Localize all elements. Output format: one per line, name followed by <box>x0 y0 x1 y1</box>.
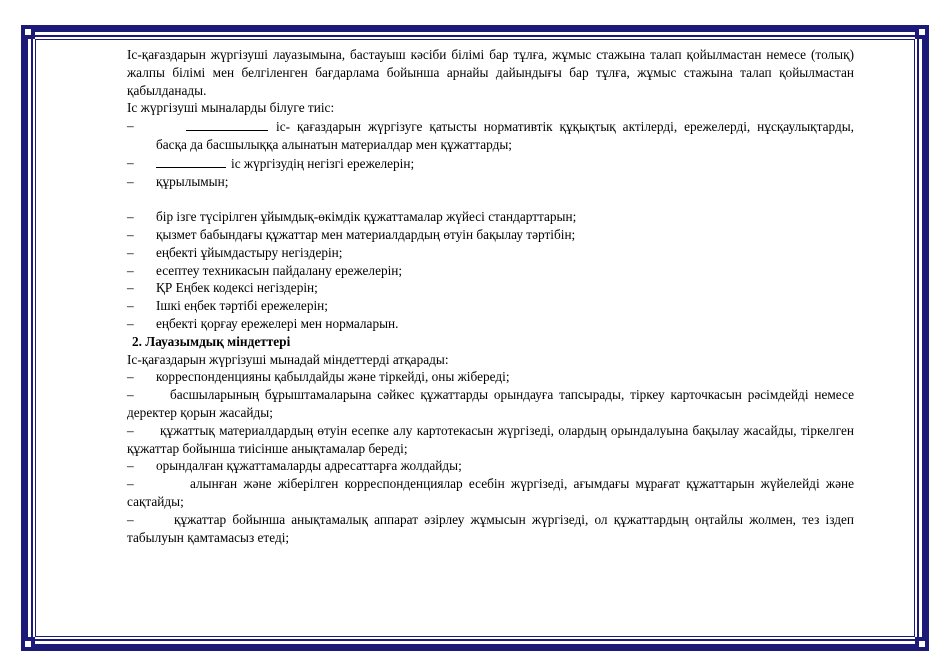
list-dash: – <box>127 369 134 385</box>
document-body <box>127 46 854 546</box>
duty-item <box>127 386 854 422</box>
duty-item <box>127 475 854 511</box>
duty-text: алынған және жіберілген корреспонденциялар есебін жүргізеді, ағымдағы мұрағат құжаттарын жүйелейді және сақтайды; <box>127 476 854 509</box>
blank-line <box>186 117 268 131</box>
list-dash: – <box>127 315 134 331</box>
list-item <box>127 262 854 280</box>
list-dash: – <box>127 173 134 189</box>
duty-item <box>127 511 854 547</box>
list-dash: – <box>127 476 134 492</box>
list-item <box>127 173 854 191</box>
list-dash: – <box>127 262 134 278</box>
list-item-text: іс- қағаздарын жүргізуге қатысты нормативтік құқықтық актілерді, ережелерді, нұсқаулықтарды, басқа да басшылыққа алынатын материалдар мен құжаттарды; <box>156 119 854 152</box>
duties-label: Іс-қағаздарын жүргізуші мынадай міндеттерді атқарады: <box>127 351 449 367</box>
list-item <box>127 279 854 297</box>
list-dash: – <box>127 280 134 296</box>
list-dash: – <box>127 226 134 242</box>
duty-item <box>127 457 854 475</box>
list-dash: – <box>127 387 134 403</box>
border-corner-top-right <box>915 25 929 39</box>
intro-paragraph: Іс-қағаздарын жүргізуші лауазымына, бастауыш кәсіби білімі бар тұлға, жұмыс стажына талап қойылмастан немесе (толық) жалпы білімі мен белгіленген бағдарлама бойынша арнайы дайындығы бар тұлға, жұмыс стажына талап қойылмастан қабылданады. <box>127 47 854 98</box>
list-item-text: есептеу техникасын пайдалану ережелерін; <box>156 262 403 278</box>
duty-text: басшыларының бұрыштамаларына сәйкес құжаттарды орындауға тапсырады, тіркеу карточкасын рәсімдейді немесе деректер қорын жасайды; <box>127 387 854 420</box>
list-item-text: еңбекті қорғау ережелері мен нормаларын. <box>156 315 399 331</box>
list-dash: – <box>127 209 134 225</box>
duty-text: құжаттық материалдардың өтуін есепке алу картотекасын жүргізеді, олардың орындалуына бақылау жасайды, тіркелген құжаттар бойынша тиісінше анықтамалар береді; <box>127 422 854 456</box>
blank-line <box>156 154 226 168</box>
list-item <box>127 208 854 226</box>
list-item <box>127 117 854 154</box>
duty-text: құжаттар бойынша анықтамалық аппарат әзірлеу жұмысын жүргізеді, ол құжаттардың оңтайлы жолмен, тез іздеп табылуын қамтамасыз етеді; <box>127 511 854 545</box>
list-item-text: іс жүргізудің негізгі ережелерін; <box>231 155 415 171</box>
list-item <box>127 315 854 333</box>
list-item <box>127 226 854 244</box>
list-item <box>127 154 854 173</box>
list-item-text: бір ізге түсірілген ұйымдық-өкімдік құжаттамалар жүйесі стандарттарын; <box>156 209 577 225</box>
list-dash: – <box>127 118 134 134</box>
border-corner-bottom-right <box>915 637 929 651</box>
list-item-text: Ішкі еңбек тәртібі ережелерін; <box>156 298 328 314</box>
duty-text: орындалған құжаттамаларды адресаттарға жолдайды; <box>156 458 462 474</box>
border-corner-top-left <box>21 25 35 39</box>
list-item-text: еңбекті ұйымдастыру негіздерін; <box>156 244 343 260</box>
list-item-text: қызмет бабындағы құжаттар мен материалдардың өтуін бақылау тәртібін; <box>156 226 576 242</box>
list-dash: – <box>127 154 134 170</box>
list-dash: – <box>127 298 134 314</box>
duty-item <box>127 368 854 386</box>
list-item-text: ҚР Еңбек кодексі негіздерін; <box>156 280 318 296</box>
blank-gap <box>127 190 854 208</box>
must-know-label: Іс жүргізуші мыналарды білуге тиіс: <box>127 100 335 116</box>
duty-item <box>127 422 854 458</box>
section-title: 2. Лауазымдық міндеттері <box>132 333 291 349</box>
list-dash: – <box>127 511 134 527</box>
border-corner-bottom-left <box>21 637 35 651</box>
duty-text: корреспонденцияны қабылдайды және тіркейді, оны жібереді; <box>156 369 510 385</box>
list-dash: – <box>127 458 134 474</box>
list-dash: – <box>127 422 134 438</box>
list-item <box>127 244 854 262</box>
list-item-text: құрылымын; <box>156 173 229 189</box>
list-item <box>127 297 854 315</box>
list-dash: – <box>127 244 134 260</box>
